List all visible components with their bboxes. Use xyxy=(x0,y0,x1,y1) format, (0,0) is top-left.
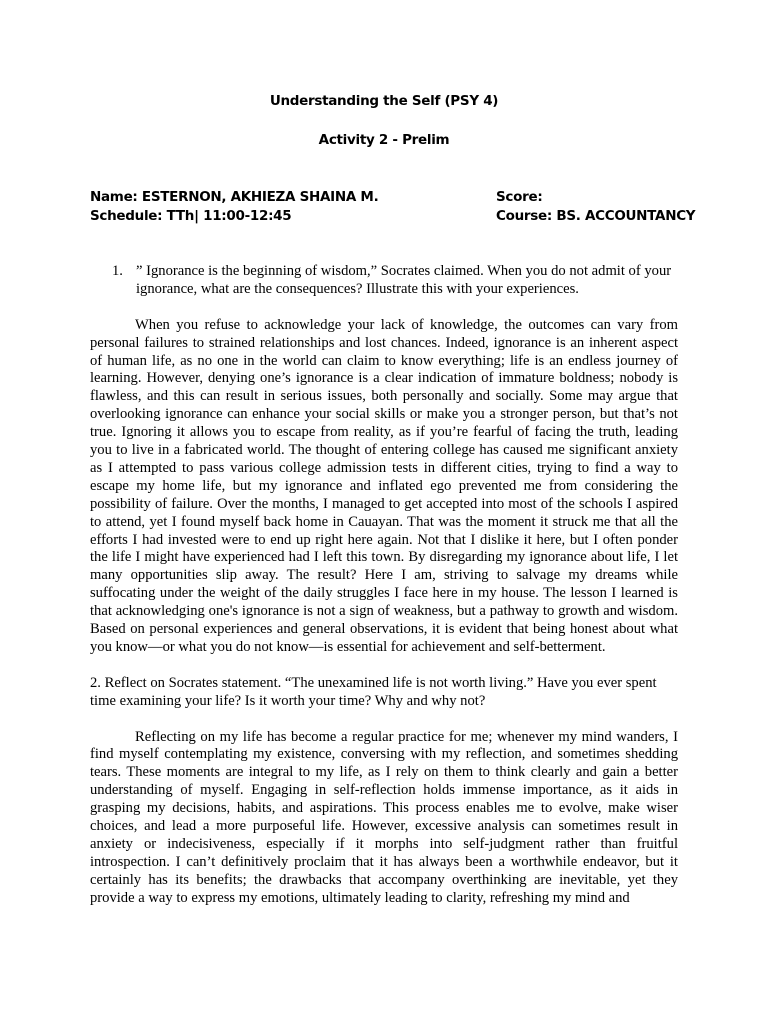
info-row-1 xyxy=(90,188,678,207)
answer-2: Reflecting on my life has become a regular practice for me; whenever my mind wanders, I find myself contemplating my existence, conversing with my reflection, and sometimes shedding tears. These moments are integral to my life, as I rely on them to think clearly and gain a better understanding of myself. Engaging in self-reflection holds immense importance, as it aids in grasping my decisions, habits, and aspirations. This process enables me to evolve, make wiser choices, and lead a more purposeful life. However, excessive analysis can sometimes result in anxiety or indecisiveness, especially if it morphs into self-judgment rather than fruitful introspection. I can’t definitively proclaim that it has always been a worthwhile endeavor, but it certainly has its benefits; the drawbacks that accompany overthinking are inevitable, yet they provide a way to express my emotions, ultimately leading to clarity, refreshing my mind and xyxy=(90,728,678,906)
student-info xyxy=(90,188,696,225)
course-title: Understanding the Self (PSY 4) xyxy=(269,93,499,109)
score-label: Score: xyxy=(496,189,543,205)
question-1 xyxy=(90,263,678,299)
answer-1: When you refuse to acknowledge your lack of knowledge, the outcomes can vary from personal failures to strained relationships and lost chances. Indeed, ignorance is an inherent aspect of human life, as no one in the world can claim to know everything; life is an endless journey of learning. However, denying one’s ignorance is a clear indication of immature boldness; nobody is flawless, and this can result in serious issues, both personally and socially. Some may argue that overlooking ignorance can enhance your social skills or make you a stronger person, but that’s not true. Ignoring it allows you to escape from reality, as if you’re fearful of facing the truth, leading you to live in a fabricated world. The thought of entering college has caused me significant anxiety as I attempted to pass various college admission tests in different cities, trying to find a way to escape my home life, but my ignorance and inflated ego prevented me from considering the possibility of failure. Over the months, I managed to get accepted into most of the schools I aspired to attend, yet I found myself back home in Cauayan. That was the moment it struck me that all the efforts I had invested were to end up right here again. Not that I dislike it here, but I often ponder the life I might have experienced had I left this town. By disregarding my ignorance about life, I let many opportunities slip away. The result? Here I am, striving to salvage my dreams while suffocating under the weight of the daily struggles I face here in my house. The lesson I learned is that acknowledging one's ignorance is not a sign of weakness, but a pathway to growth and wisdom. Based on personal experiences and general observations, it is evident that being honest about what you know—or what you do not know—is essential for achievement and self-betterment. xyxy=(90,316,678,656)
question-1-text: ” Ignorance is the beginning of wisdom,” Socrates claimed. When you do not admit of your ignorance, what are the consequences? Illustrate this with your experiences. xyxy=(136,263,672,297)
schedule: Schedule: TTh| 11:00-12:45 xyxy=(90,207,292,224)
question-2: 2. Reflect on Socrates statement. “The unexamined life is not worth living.” Have you ever spent time examining your life? Is it worth your time? Why and why not? xyxy=(90,674,657,709)
document-body xyxy=(90,263,678,908)
student-name: Name: ESTERNON, AKHIEZA SHAINA M. xyxy=(90,189,379,205)
info-row-2 xyxy=(90,207,696,226)
course: Course: BS. ACCOUNTANCY xyxy=(496,207,696,224)
activity-title: Activity 2 - Prelim xyxy=(318,132,450,148)
question-1-number: 1. xyxy=(112,263,123,279)
